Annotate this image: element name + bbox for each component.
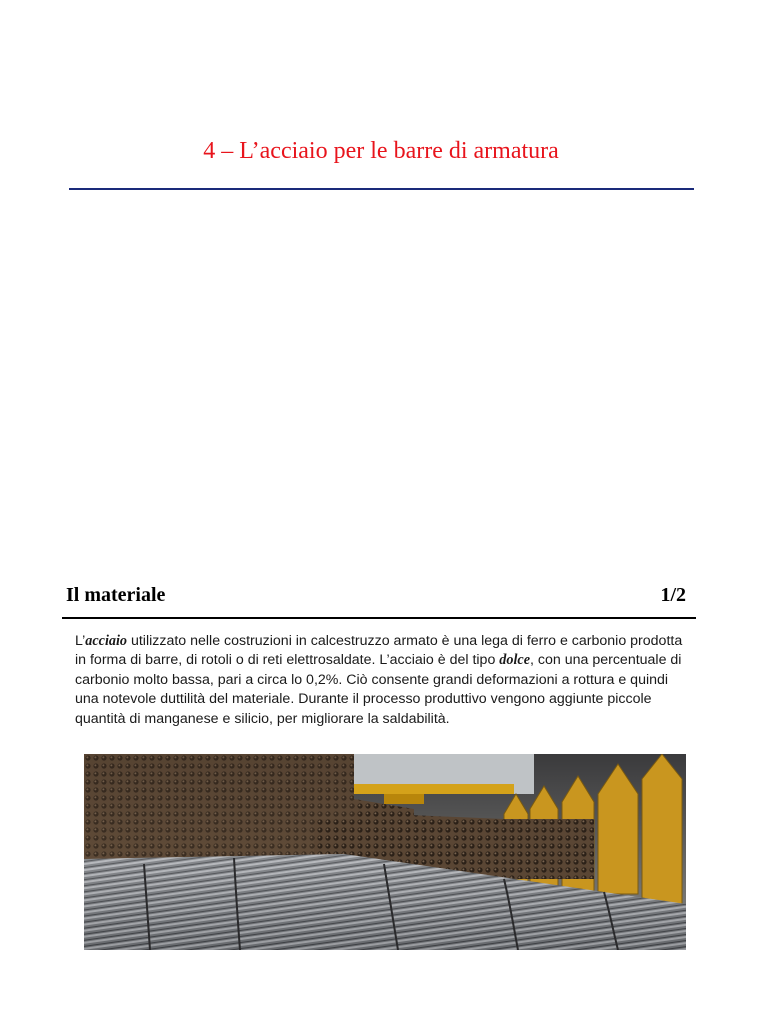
chapter-title: 4 – L’acciaio per le barre di armatura xyxy=(203,138,559,164)
emphasis-dolce: dolce xyxy=(499,652,531,669)
section-title: Il materiale xyxy=(66,584,166,606)
body-paragraph xyxy=(75,632,695,729)
section-divider xyxy=(62,617,696,619)
section-page-indicator: 1/2 xyxy=(660,584,686,606)
steel-bars-warehouse-photo xyxy=(84,754,686,950)
section-header xyxy=(66,584,686,610)
paragraph-text: L’ xyxy=(75,633,86,649)
title-divider xyxy=(69,188,694,190)
emphasis-acciaio: acciaio xyxy=(85,633,128,649)
paragraph-text: , con una percentuale di carbonio molto bassa, pari a circa lo 0,2%. Ciò consente grandi deformazioni a rottura e quindi una notevole duttilità del materiale. Durante il processo produttivo vengono aggiunte piccole quantità di manganese e silicio, per migliorare la saldabilità. xyxy=(75,652,682,727)
paragraph-text: utilizzato nelle costruzioni in calcestruzzo armato è una lega di ferro e carbonio prodotta in forma di barre, di rotoli o di reti elettrosaldate. L’acciaio è del tipo xyxy=(75,633,683,669)
